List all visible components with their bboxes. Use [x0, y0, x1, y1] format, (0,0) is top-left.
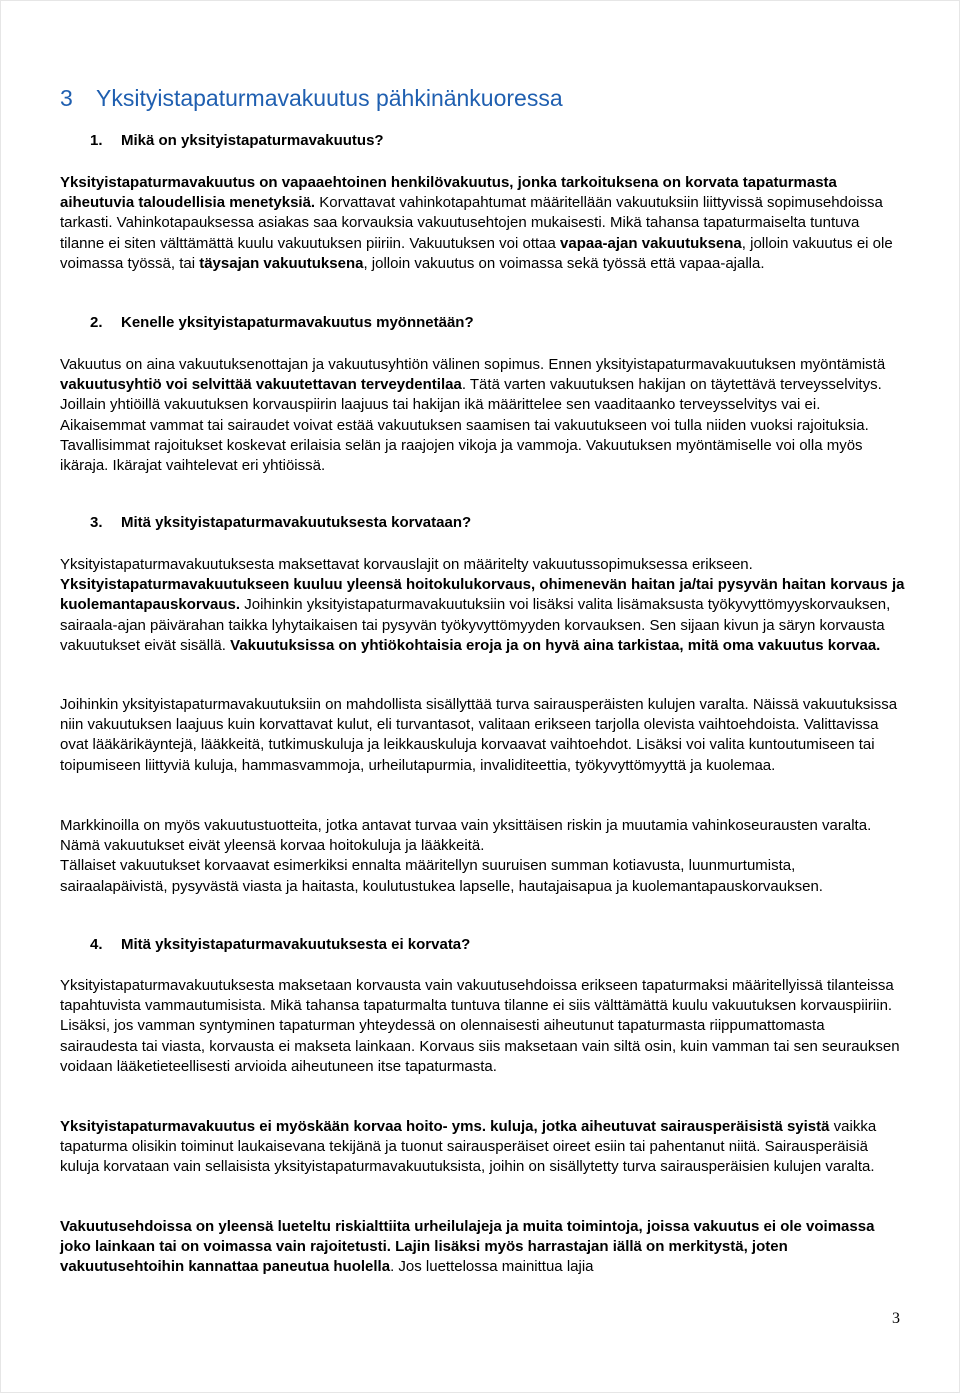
- paragraph-6: Yksityistapaturmavakuutuksesta maksetaan korvausta vain vakuutusehdoissa erikseen tapaturmaksi määritellyissä tilanteissa tapahtuvista vammautumisista. Mikä tahansa tapaturmalta tuntuva tilanne ei siis välttämättä kuulu vakuutuksen korvauspiiriin. Lisäksi, jos vamman syntyminen tapaturman yhteydessä on olennaisesti aiheutunut tapaturmasta riippumattomasta sairaudesta tai viasta, korvausta ei makseta lainkaan. Korvaus siis maksetaan vain siltä osin, kuin vamman tai sen seurauksen voidaan lääketieteellisesti arvioida aiheutuneen itse tapaturmasta.: [60, 977, 900, 1075]
- paragraph-7: [60, 1117, 906, 1178]
- paragraph-5: [60, 816, 906, 897]
- p2-text-3: . Tätä varten vakuutuksen hakijan on täytettävä terveysselvitys. Joillain yhtiöillä vakuutuksen korvauspiirin laajuus tai hakijan ikä määrittelee sen vaaditaanko terveysselvitys vai ei. Aikaisemmat vammat tai sairaudet voivat estää vakuutuksen saamisen tai vakuutukseen voi tulla niiden vuoksi rajoituksia. Tavallisimmat rajoitukset koskevat erilaisia selän ja raajojen vikoja ja vammoja. Vakuutuksen myöntämiselle voi olla myös ikäraja. Ikärajat vaihtelevat eri yhtiöissä.: [60, 376, 882, 475]
- p1-text-2: Korvattavat vahinkotapahtumat määritellään vakuutuksiin liittyvissä sopimusehdoissa tarkasti. Vahinkotapauksessa asiakas saa korvauksia vakuutusehtojen mukaisesti. Mikä tahansa tapaturmaiselta tuntuva tilanne ei siten välttämättä kuulu vakuutuksen piiriin. Vakuutuksen voi ottaa: [60, 194, 883, 252]
- p2-bold-2: vakuutusyhtiö voi selvittää vakuutettavan terveydentilaa: [60, 376, 462, 394]
- question-number: 2.: [90, 314, 103, 331]
- question-number: 1.: [90, 132, 103, 149]
- question-3-heading: [90, 514, 471, 531]
- section-title: Yksityistapaturmavakuutus pähkinänkuoressa: [96, 85, 563, 111]
- question-1-heading: [90, 132, 384, 149]
- p1-bold-1: Yksityistapaturmavakuutus on vapaaehtoinen henkilövakuutus, jonka tarkoituksena on korvata tapaturmasta aiheutuvia taloudellisia menetyksiä.: [60, 174, 837, 212]
- question-title: Mitä yksityistapaturmavakuutuksesta ei korvata?: [121, 936, 471, 953]
- p1-text-6: , jolloin vakuutus on voimassa sekä työssä että vapaa-ajalla.: [363, 254, 765, 272]
- p7-text-2: vaikka tapaturma olisikin toiminut laukaisevana tekijänä ja tuonut sairausperäiset oireet esiin tai pahentanut niitä. Sairausperäisiä kuluja korvataan vain sellaisista yksityistapaturmavakuutuksista, joihin on sisällytetty turva sairausperäisien kulujen varalta.: [60, 1118, 877, 1176]
- p1-bold-3: vapaa-ajan vakuutuksena: [560, 234, 742, 252]
- p3-bold-4: Vakuutuksissa on yhtiökohtaisia eroja ja on hyvä aina tarkistaa, mitä oma vakuutus korvaa.: [230, 636, 881, 654]
- section-number: 3: [60, 85, 73, 111]
- page-number: 3: [892, 1310, 900, 1327]
- p1-bold-5: täysajan vakuutuksena: [199, 254, 364, 272]
- p8-bold-1: Vakuutusehdoissa on yleensä lueteltu riskialttiita urheilulajeja ja muita toimintoja, joissa vakuutus ei ole voimassa joko lainkaan tai on voimassa vain rajoitetusti. Lajin lisäksi myös harrastajan iällä on merkitystä, joten vakuutusehtoihin kannattaa paneutua huolella: [60, 1218, 875, 1276]
- p1-text-4: , jolloin vakuutus ei ole voimassa työssä, tai: [60, 234, 893, 272]
- section-heading: [60, 85, 563, 112]
- paragraph-4: Joihinkin yksityistapaturmavakuutuksiin on mahdollista sisällyttää turva sairausperäisten kulujen varalta. Näissä vakuutuksissa niin vakuutuksen laajuus kuin korvattavat kulut, eli turvantasot, valitaan erikseen tarjolla olevista vaihtoehdoista. Valittavissa ovat lääkärikäyntejä, lääkkeitä, tutkimuskuluja ja leikkauskuluja korvaavat vaihtoehdot. Lisäksi voi valita kuntoutumiseen tai toipumiseen liittyviä kuluja, hammasvammoja, urheilutapurmia, invaliditeettia, työkyvyttömyyttä ja kuolemaa.: [60, 696, 898, 774]
- question-2-heading: [90, 314, 474, 331]
- p3-text-1: Yksityistapaturmavakuutuksesta maksettavat korvauslajit on määritelty vakuutussopimuksessa erikseen.: [60, 556, 753, 573]
- question-title: Kenelle yksityistapaturmavakuutus myönnetään?: [121, 314, 474, 331]
- question-title: Mitä yksityistapaturmavakuutuksesta korvataan?: [121, 514, 472, 531]
- p2-text-1: Vakuutus on aina vakuutuksenottajan ja vakuutusyhtiön välinen sopimus. Ennen yksityistapaturmavakuutuksen myöntämistä: [60, 356, 886, 373]
- p8-text-2: . Jos luettelossa mainittua lajia: [390, 1258, 594, 1276]
- question-number: 4.: [90, 936, 103, 953]
- paragraph-8: [60, 1217, 906, 1278]
- question-title: Mikä on yksityistapaturmavakuutus?: [121, 132, 384, 149]
- question-4-heading: [90, 936, 470, 953]
- paragraph-2: [60, 355, 906, 476]
- p5-text-2: Tällaiset vakuutukset korvaavat esimerkiksi ennalta määritellyn suuruisen summan kotiavusta, luunmurtumista, sairaalapäivistä, pysyvästä viasta ja haitasta, koulutustukea lapselle, hautajaisapua ja kuolemantapauskorvauksen.: [60, 857, 823, 895]
- p3-text-3: Joihinkin yksityistapaturmavakuutuksiin voi lisäksi valita lisämaksusta työkyvyttömyyskorvauksen, sairaala-ajan päivärahan taikka lyhytaikaisen tai pysyvän työkyvyttömyyden korvauksen. Sen sijaan kivun ja säryn korvausta vakuutukset eivät sisällä.: [60, 596, 891, 654]
- p5-text-1: Markkinoilla on myös vakuutustuotteita, jotka antavat turvaa vain yksittäisen riskin ja muutamia vahinkoseurausten varalta. Nämä vakuutukset eivät yleensä korvaa hoitokuluja ja lääkkeitä.: [60, 817, 872, 855]
- paragraph-1: [60, 173, 906, 274]
- paragraph-3: [60, 555, 906, 656]
- p3-bold-2: Yksityistapaturmavakuutukseen kuuluu yleensä hoitokulukorvaus, ohimenevän haitan ja/tai pysyvän haitan korvaus ja kuolemantapauskorvaus.: [60, 576, 905, 614]
- question-number: 3.: [90, 514, 103, 531]
- p7-bold-1: Yksityistapaturmavakuutus ei myöskään korvaa hoito- yms. kuluja, jotka aiheutuvat sairausperäisistä syistä: [60, 1118, 830, 1135]
